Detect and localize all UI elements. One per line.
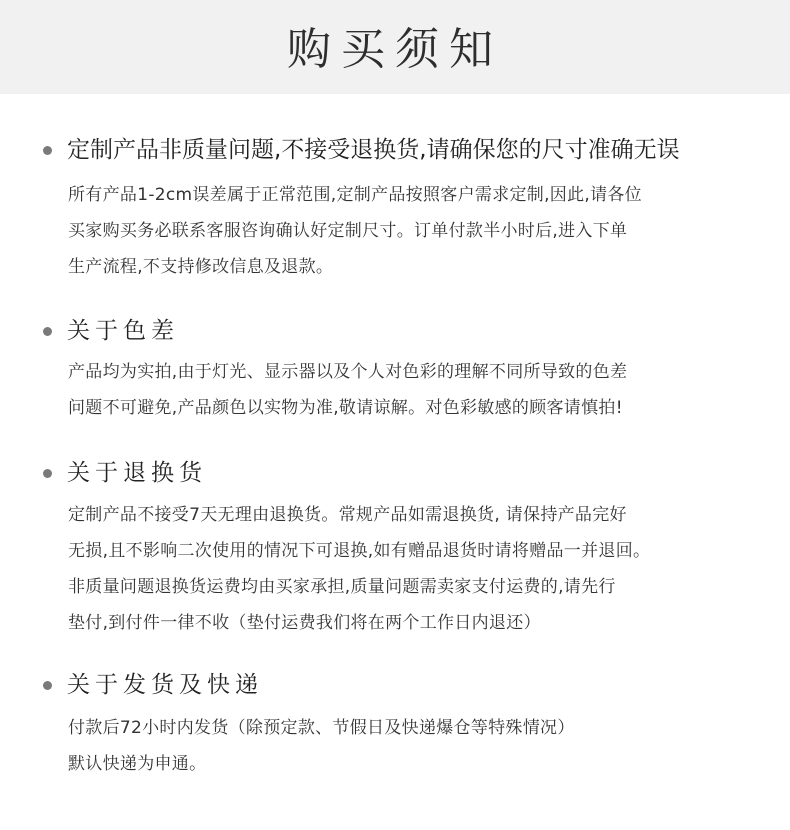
section-text-line: 非质量问题退换货运费均由买家承担,质量问题需卖家支付运费的,请先行 [68,577,616,597]
section-text-line: 产品均为实拍,由于灯光、显示器以及个人对色彩的理解不同所导致的色差 [68,362,628,382]
section-text-line: 无损,且不影响二次使用的情况下可退换,如有赠品退货时请将赠品一并退回。 [68,541,651,561]
section-text-line: 问题不可避免,产品颜色以实物为准,敬请谅解。对色彩敏感的顾客请慎拍! [68,398,623,418]
bullet-dot-icon [43,681,52,690]
section-text-line: 所有产品1-2cm误差属于正常范围,定制产品按照客户需求定制,因此,请各位 [68,185,642,205]
section-text-line: 定制产品不接受7天无理由退换货。常规产品如需退换货, 请保持产品完好 [68,505,627,525]
section-title: 定制产品非质量问题,不接受退换货,请确保您的尺寸准确无误 [67,137,680,163]
page-title: 购买须知 [287,24,503,75]
bullet-dot-icon [43,327,52,336]
section-title: 关于色差 [67,318,179,344]
section-title: 关于退换货 [67,460,207,486]
bullet-dot-icon [43,469,52,478]
section-text-line: 垫付,到付件一律不收（垫付运费我们将在两个工作日内退还） [68,613,541,633]
section-title: 关于发货及快递 [67,672,263,698]
section-text-line: 默认快递为申通。 [68,754,207,774]
section-text-line: 付款后72小时内发货（除预定款、节假日及快递爆仓等特殊情况） [68,718,575,738]
bullet-dot-icon [43,146,52,155]
header-banner [0,0,790,94]
section-text-line: 买家购买务必联系客服咨询确认好定制尺寸。订单付款半小时后,进入下单 [68,221,628,241]
section-text-line: 生产流程,不支持修改信息及退款。 [68,257,334,277]
